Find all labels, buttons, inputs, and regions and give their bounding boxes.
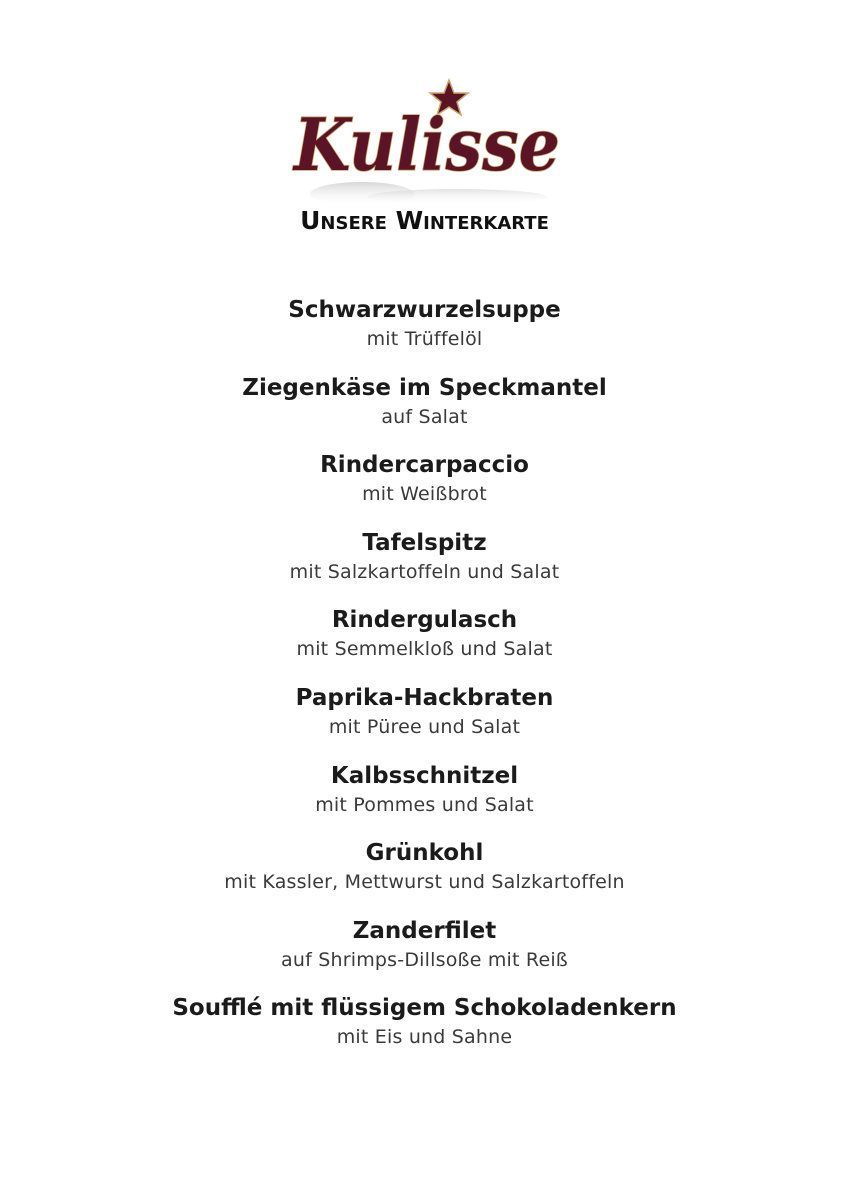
logo-wordmark: Kulisse — [292, 102, 560, 187]
dish-name: Schwarzwurzelsuppe — [288, 297, 561, 323]
kulisse-logo — [282, 76, 572, 211]
dish-name: Kalbsschnitzel — [330, 762, 519, 789]
dish-name: Tafelspitz — [362, 529, 487, 556]
menu-item — [0, 449, 849, 527]
menu-item — [0, 372, 849, 450]
dish-description: mit Salzkartoffeln und Salat — [289, 560, 560, 583]
dish-description: auf Shrimps-Dillsoße mit Reiß — [281, 948, 568, 971]
dish-name: Rindergulasch — [331, 607, 518, 634]
dish-name: Paprika-Hackbraten — [295, 684, 554, 711]
dish-description: mit Eis und Sahne — [336, 1026, 513, 1049]
dish-description: mit Püree und Salat — [328, 715, 521, 738]
dish-description: mit Kassler, Mettwurst und Salzkartoffeln — [224, 871, 625, 894]
menu-item — [0, 294, 849, 372]
dish-description: mit Pommes und Salat — [315, 793, 534, 816]
dish-name: Soufflé mit flüssigem Schokoladenkern — [172, 995, 677, 1022]
dish-name: Grünkohl — [365, 840, 484, 867]
dish-name: Ziegenkäse im Speckmantel — [242, 374, 607, 401]
dish-description: auf Salat — [381, 405, 468, 428]
dish-description: mit Semmelkloß und Salat — [296, 638, 553, 661]
menu-list — [0, 294, 849, 1070]
menu-item — [0, 837, 849, 915]
menu-item — [0, 527, 849, 605]
menu-item — [0, 604, 849, 682]
menu-item — [0, 682, 849, 760]
dish-description: mit Trüffelöl — [366, 328, 483, 350]
dish-description: mit Weißbrot — [362, 483, 487, 506]
menu-item — [0, 992, 849, 1070]
menu-item — [0, 915, 849, 993]
menu-heading: Unsere Winterkarte — [300, 206, 549, 235]
menu-item — [0, 760, 849, 838]
logo-graphic — [282, 76, 572, 211]
dish-name: Zanderfilet — [352, 917, 497, 944]
dish-name: Rindercarpaccio — [320, 452, 529, 479]
